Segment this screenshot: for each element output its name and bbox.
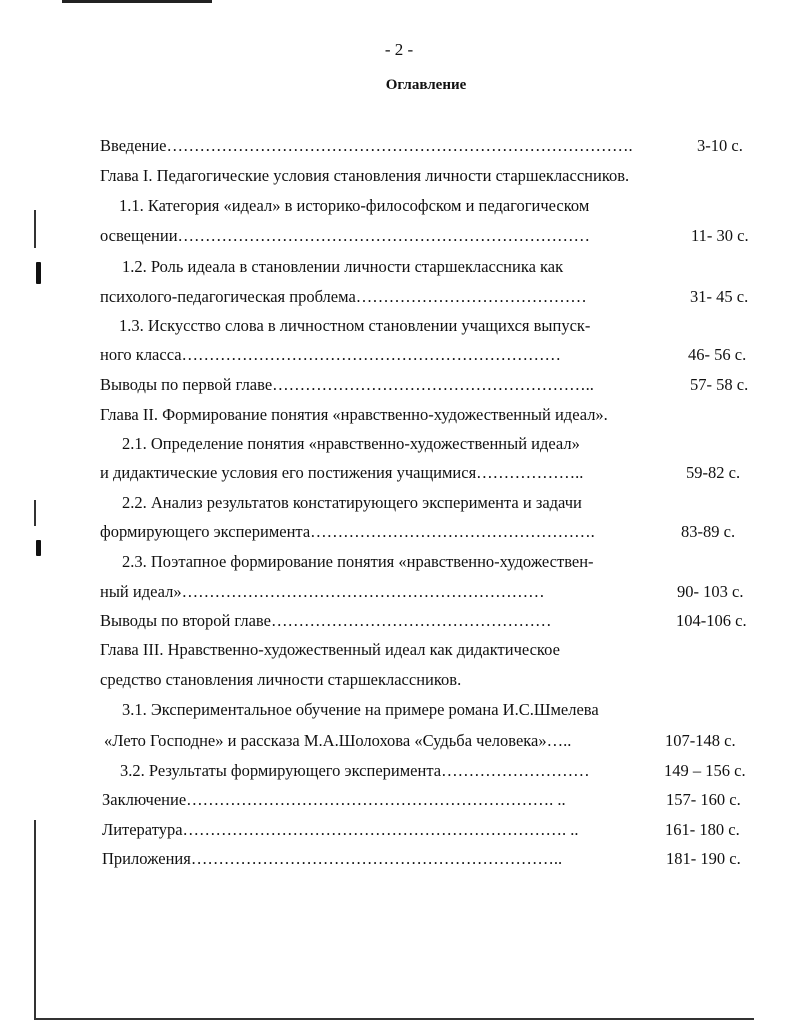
toc-page-ref: 157- 160 с. <box>666 790 741 809</box>
toc-page-ref: 46- 56 с. <box>688 345 747 364</box>
toc-page-ref: 3-10 с. <box>697 136 743 155</box>
toc-chapter-3: Глава III. Нравственно-художественный идеал как дидактическое <box>100 640 560 659</box>
toc-entry-conclusions-2: Выводы по второй главе…………………………………………… <box>100 611 552 630</box>
toc-chapter-3-cont: средство становления личности старшеклассников. <box>100 670 462 689</box>
toc-page-ref: 107-148 с. <box>665 731 736 750</box>
toc-page-ref: 59-82 с. <box>686 463 741 482</box>
toc-entry-1-1-cont: освещении………………………………………………………………… <box>100 226 591 245</box>
toc-entry-intro: Введение…………………………………………………………………………. <box>100 136 633 155</box>
scan-edge-mark <box>62 0 212 3</box>
toc-page-ref: 31- 45 с. <box>690 287 749 306</box>
toc-entry-3-2: 3.2. Результаты формирующего эксперимента……………………… <box>120 761 590 780</box>
toc-entry-2-1-cont: и дидактические условия его постижения учащимися……………….. <box>100 463 584 482</box>
scan-edge-line <box>34 210 36 248</box>
toc-entry-2-3: 2.3. Поэтапное формирование понятия «нравственно-художествен- <box>122 552 594 571</box>
toc-page-ref: 11- 30 с. <box>691 226 749 245</box>
scan-edge-mark <box>36 540 41 556</box>
toc-entry-2-1: 2.1. Определение понятия «нравственно-художественный идеал» <box>122 434 580 453</box>
toc-chapter-1: Глава I. Педагогические условия становления личности старшеклассников. <box>100 166 630 185</box>
toc-chapter-2: Глава II. Формирование понятия «нравственно-художественный идеал». <box>100 405 608 424</box>
toc-entry-1-1: 1.1. Категория «идеал» в историко-философском и педагогическом <box>119 196 590 215</box>
toc-page-ref: 149 – 156 с. <box>664 761 746 780</box>
toc-page-ref: 104-106 с. <box>676 611 747 630</box>
toc-page-ref: 161- 180 с. <box>665 820 740 839</box>
toc-entry-literature: Литература……………………………………………………………. .. <box>102 820 579 839</box>
scan-edge-line <box>34 500 36 526</box>
toc-entry-3-1-cont: «Лето Господне» и рассказа М.А.Шолохова «Судьба человека»….. <box>104 731 572 750</box>
toc-entry-1-3: 1.3. Искусство слова в личностном становлении учащихся выпуск- <box>119 316 591 335</box>
toc-page-ref: 57- 58 с. <box>690 375 749 394</box>
scan-edge-line <box>34 1018 754 1020</box>
page-number: - 2 - <box>384 40 414 59</box>
toc-entry-1-2: 1.2. Роль идеала в становлении личности старшеклассника как <box>122 257 564 276</box>
scan-edge-mark <box>36 262 41 284</box>
page-title: Оглавление <box>385 77 467 93</box>
toc-entry-2-2-cont: формирующего эксперимента……………………………………………. <box>100 522 595 541</box>
toc-entry-1-3-cont: ного класса…………………………………………………………… <box>100 345 562 364</box>
toc-page-ref: 90- 103 с. <box>677 582 744 601</box>
toc-entry-1-2-cont: психолого-педагогическая проблема…………………………………… <box>100 287 587 306</box>
toc-entry-2-2: 2.2. Анализ результатов констатирующего эксперимента и задачи <box>122 493 582 512</box>
toc-page-ref: 181- 190 с. <box>666 849 741 868</box>
toc-entry-conclusions-1: Выводы по первой главе………………………………………………….. <box>100 375 594 394</box>
toc-page-ref: 83-89 с. <box>681 522 736 541</box>
scan-edge-line <box>34 820 36 1018</box>
toc-entry-appendix: Приложения………………………………………………………….. <box>102 849 563 868</box>
toc-entry-3-1: 3.1. Экспериментальное обучение на примере романа И.С.Шмелева <box>122 700 599 719</box>
toc-entry-2-3-cont: ный идеал»………………………………………………………… <box>100 582 545 601</box>
toc-entry-conclusion: Заключение…………………………………………………………. .. <box>102 790 566 809</box>
